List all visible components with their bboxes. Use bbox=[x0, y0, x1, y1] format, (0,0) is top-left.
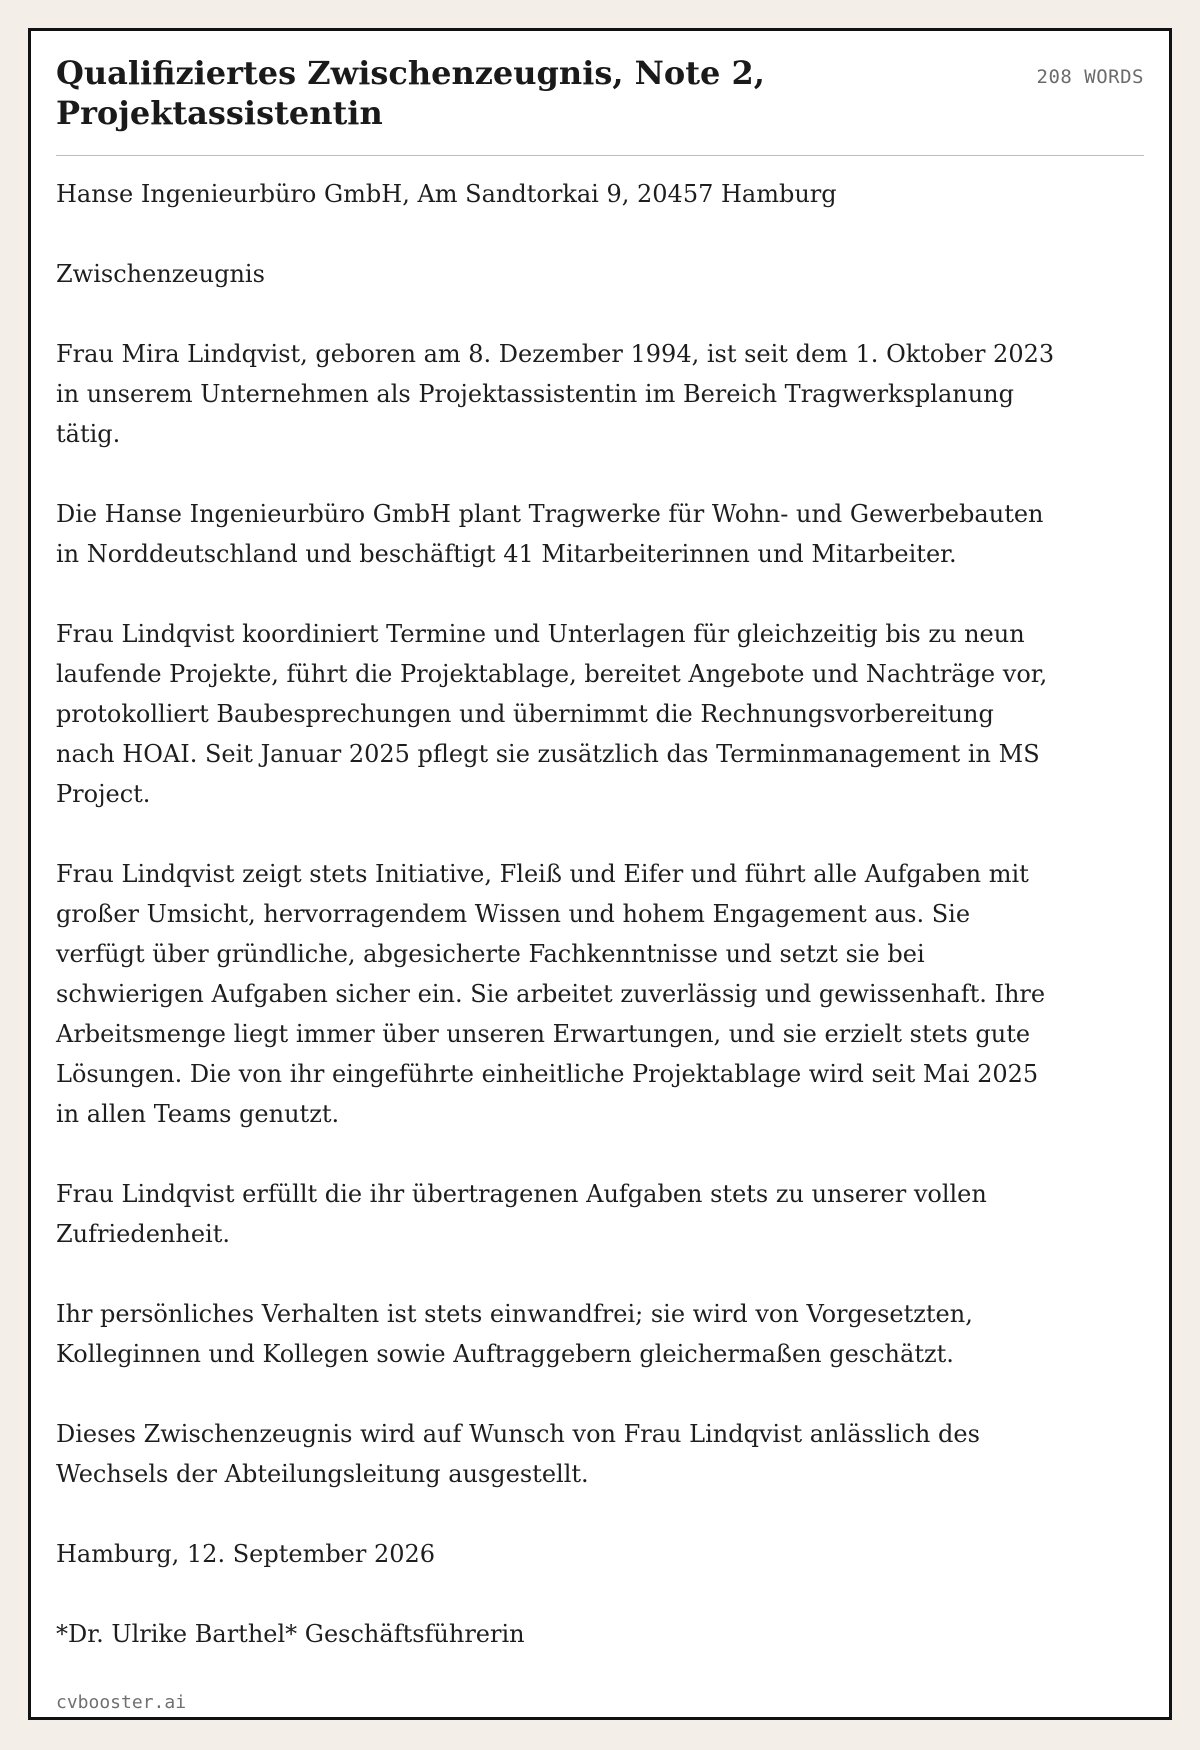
company-address: Hanse Ingenieurbüro GmbH, Am Sandtorkai 9, 20457 Hamburg bbox=[56, 180, 837, 208]
document-header bbox=[56, 53, 1144, 156]
document-type: Zwischenzeugnis bbox=[56, 260, 265, 288]
employment-intro: Frau Mira Lindqvist, geboren am 8. Dezember 1994, ist seit dem 1. Oktober 2023 in unserem Unternehmen als Projektassistentin im Bereich Tragwerksplanung tätig. bbox=[56, 340, 1055, 448]
performance-assessment: Frau Lindqvist zeigt stets Initiative, Fleiß und Eifer und führt alle Aufgaben mit großer Umsicht, hervorragendem Wissen und hohem Engagement aus. Sie verfügt über gründliche, abgesicherte Fachkenntnisse und setzt sie bei schwierigen Aufgaben sicher ein. Sie arbeitet zuverlässig und gewissenhaft. Ihre Arbeitsmenge liegt immer über unseren Erwartungen, und sie erzielt stets gute Lösungen. Die von ihr eingeführte einheitliche Projektablage wird seit Mai 2025 in allen Teams genutzt. bbox=[56, 860, 1046, 1128]
company-description: Die Hanse Ingenieurbüro GmbH plant Tragwerke für Wohn- und Gewerbebauten in Norddeutschland und beschäftigt 41 Mitarbeiterinnen und Mitarbeiter. bbox=[56, 500, 1044, 568]
document-card bbox=[28, 28, 1172, 1720]
signature-line: *Dr. Ulrike Barthel* Geschäftsführerin bbox=[56, 1620, 525, 1648]
issuance-reason: Dieses Zwischenzeugnis wird auf Wunsch von Frau Lindqvist anlässlich des Wechsels der Abteilungsleitung ausgestellt. bbox=[56, 1420, 980, 1488]
conduct-assessment: Ihr persönliches Verhalten ist stets einwandfrei; sie wird von Vorgesetzten, Kolleginnen und Kollegen sowie Auftraggebern gleichermaßen geschätzt. bbox=[56, 1300, 973, 1368]
place-and-date: Hamburg, 12. September 2026 bbox=[56, 1540, 436, 1568]
overall-rating: Frau Lindqvist erfüllt die ihr übertragenen Aufgaben stets zu unserer vollen Zufriedenheit. bbox=[56, 1180, 987, 1248]
document-body bbox=[56, 174, 1056, 1654]
document-title: Qualifiziertes Zwischenzeugnis, Note 2, Projektassistentin bbox=[56, 54, 765, 132]
word-count: 208 WORDS bbox=[1036, 66, 1144, 88]
footer-brand: cvbooster.ai bbox=[56, 1692, 187, 1713]
responsibilities: Frau Lindqvist koordiniert Termine und Unterlagen für gleichzeitig bis zu neun laufende Projekte, führt die Projektablage, bereitet Angebote und Nachträge vor, protokolliert Baubesprechungen und übernimmt die Rechnungsvorbereitung nach HOAI. Seit Januar 2025 pflegt sie zusätzlich das Terminmanagement in MS Project. bbox=[56, 620, 1048, 808]
